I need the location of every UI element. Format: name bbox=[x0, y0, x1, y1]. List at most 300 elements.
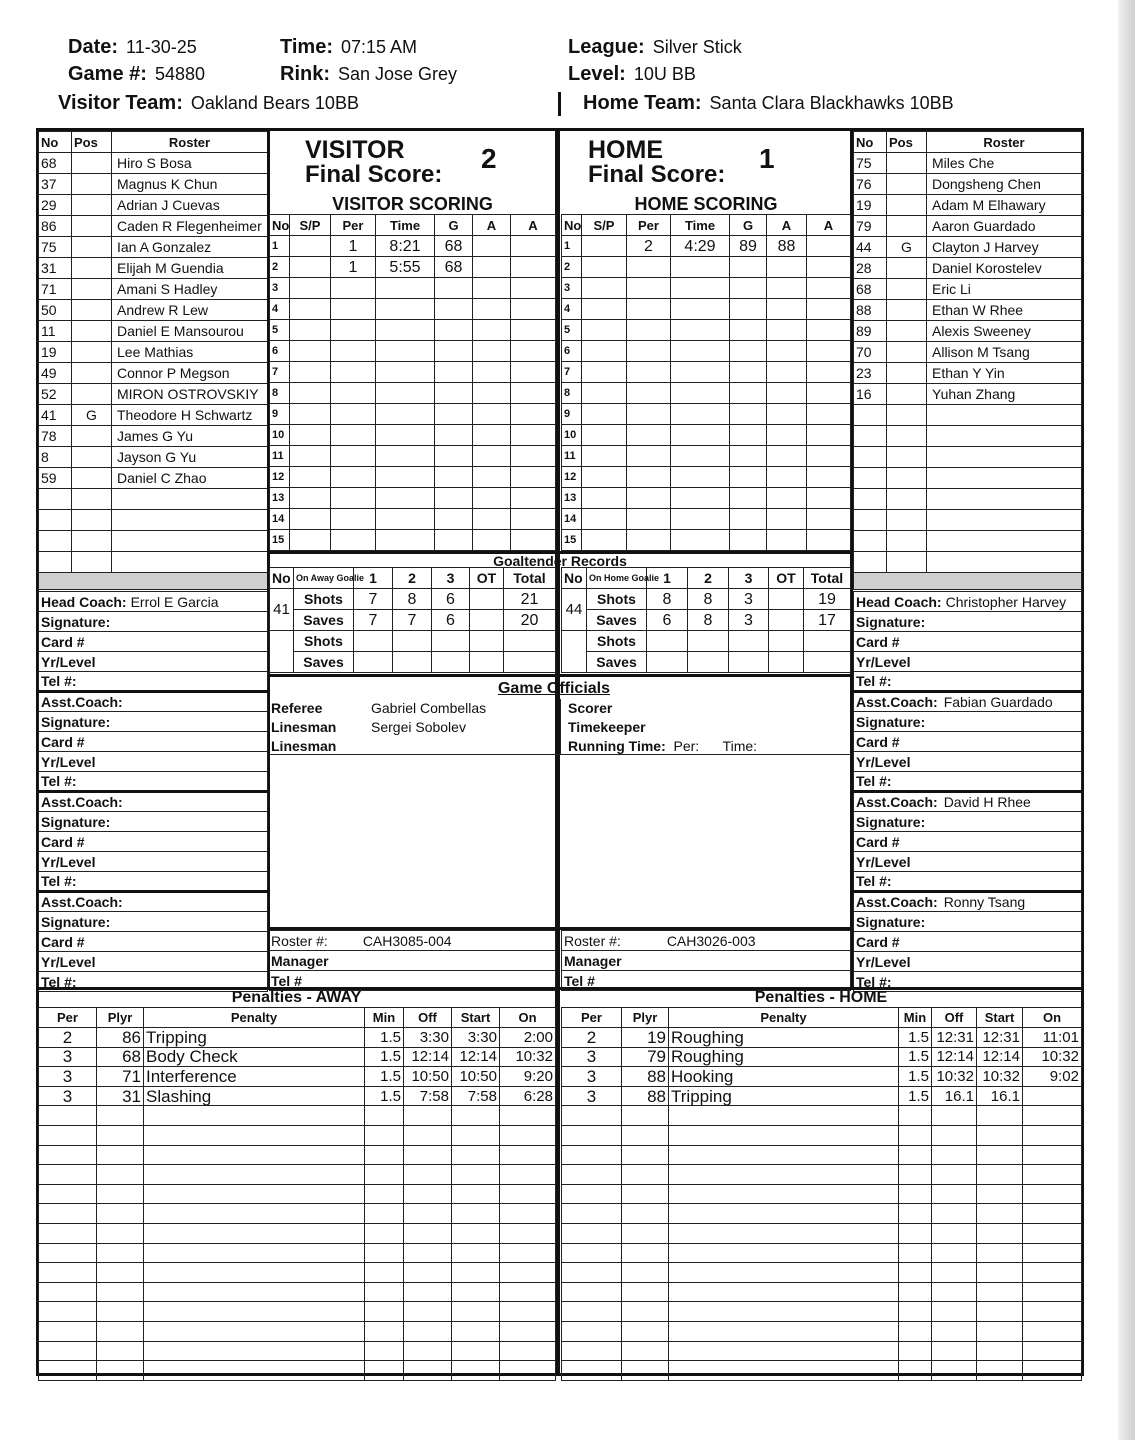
roster-row bbox=[854, 489, 1082, 510]
penalty-name bbox=[669, 1302, 899, 1322]
penalty-period bbox=[562, 1341, 622, 1361]
penalty-player bbox=[622, 1204, 669, 1224]
scoring-row bbox=[270, 383, 556, 404]
goal-index: 11 bbox=[270, 446, 290, 467]
visitor-scoring-title: VISITOR SCORING bbox=[332, 194, 493, 214]
penalty-period bbox=[562, 1321, 622, 1341]
penalty-player bbox=[622, 1125, 669, 1145]
goal-time bbox=[671, 257, 730, 278]
goal-index: 9 bbox=[562, 404, 582, 425]
officials-top-rule bbox=[270, 674, 851, 677]
player-position bbox=[887, 510, 927, 531]
coach-row: Signature: bbox=[854, 612, 1082, 632]
penalty-start: 12:14 bbox=[452, 1047, 500, 1067]
penalty-period: 3 bbox=[562, 1067, 622, 1087]
penalty-player bbox=[622, 1243, 669, 1263]
penalty-player bbox=[97, 1263, 144, 1283]
player-position bbox=[72, 195, 112, 216]
goal-index: 10 bbox=[562, 425, 582, 446]
goal-time bbox=[376, 299, 435, 320]
goal-a2 bbox=[807, 341, 851, 362]
penalty-name bbox=[669, 1341, 899, 1361]
player-name: Eric Li bbox=[927, 279, 1082, 300]
goal-per bbox=[627, 509, 671, 530]
penalty-minutes bbox=[899, 1243, 932, 1263]
penalty-on: 10:32 bbox=[1023, 1047, 1082, 1067]
goal-a1 bbox=[473, 404, 511, 425]
penalty-row bbox=[562, 1165, 1082, 1185]
penalty-off: 12:31 bbox=[932, 1028, 977, 1048]
coach-row: Card # bbox=[854, 732, 1082, 752]
goal-g bbox=[435, 404, 473, 425]
penalty-start bbox=[452, 1361, 500, 1381]
player-name: Connor P Megson bbox=[112, 363, 268, 384]
goal-index: 12 bbox=[562, 467, 582, 488]
penalty-off bbox=[404, 1165, 452, 1185]
roster-row bbox=[39, 405, 268, 426]
scoring-row bbox=[270, 425, 556, 446]
goal-sp bbox=[290, 509, 331, 530]
coach-row: Signature: bbox=[854, 812, 1082, 832]
penalty-start: 16.1 bbox=[977, 1086, 1023, 1106]
goal-a2 bbox=[511, 488, 556, 509]
home-roster-table: No Pos Roster 75 Miles Che 76 Dongsheng Chen 19 Adam M Elhawary 79 Aaron Guardado 44 G Clayton J Harvey 28 Daniel Korostelev 68 Eric Li 88 Ethan W Rhee 89 Alexis Sweeney 70 Allison M Tsang 23 Ethan Y Yin 16 Yuhan Zhang bbox=[853, 131, 1082, 573]
player-name: James G Yu bbox=[112, 426, 268, 447]
penalty-name bbox=[669, 1145, 899, 1165]
coach-row: Signature: bbox=[39, 712, 268, 732]
penalty-on bbox=[500, 1204, 556, 1224]
player-name: Elijah M Guendia bbox=[112, 258, 268, 279]
player-number: 78 bbox=[39, 426, 72, 447]
home-final-score: 1 bbox=[759, 143, 775, 174]
goal-sp bbox=[290, 467, 331, 488]
penalty-player bbox=[97, 1243, 144, 1263]
goal-g bbox=[730, 341, 767, 362]
goal-sp bbox=[290, 278, 331, 299]
penalty-minutes bbox=[365, 1321, 404, 1341]
goal-a1 bbox=[473, 425, 511, 446]
penalty-row bbox=[562, 1361, 1082, 1381]
penalty-minutes: 1.5 bbox=[899, 1028, 932, 1048]
penalty-name: Tripping bbox=[144, 1028, 365, 1048]
penalty-row bbox=[562, 1145, 1082, 1165]
player-position bbox=[72, 552, 112, 573]
coach-row: Card # bbox=[854, 632, 1082, 652]
coach-row: Tel #: bbox=[39, 772, 268, 792]
goal-sp bbox=[290, 446, 331, 467]
penalty-on: 9:20 bbox=[500, 1067, 556, 1087]
penalty-name bbox=[144, 1106, 365, 1126]
penalty-row bbox=[562, 1263, 1082, 1283]
goal-a2 bbox=[511, 509, 556, 530]
penalty-on bbox=[1023, 1223, 1082, 1243]
scoring-row bbox=[562, 257, 851, 278]
player-position: G bbox=[72, 405, 112, 426]
goal-sp bbox=[290, 236, 331, 257]
penalty-row bbox=[39, 1106, 556, 1126]
coach-row: Signature: bbox=[854, 912, 1082, 932]
goal-a1 bbox=[473, 383, 511, 404]
penalty-player bbox=[622, 1263, 669, 1283]
roster-row bbox=[854, 153, 1082, 174]
penalty-name bbox=[669, 1263, 899, 1283]
player-number: 49 bbox=[39, 363, 72, 384]
penalty-player bbox=[622, 1302, 669, 1322]
goal-a1 bbox=[473, 257, 511, 278]
coach-row: Tel #: bbox=[854, 772, 1082, 792]
penalty-player bbox=[622, 1361, 669, 1381]
penalty-name bbox=[669, 1125, 899, 1145]
goal-g bbox=[435, 530, 473, 551]
penalty-on bbox=[500, 1263, 556, 1283]
penalty-row bbox=[562, 1243, 1082, 1263]
player-number bbox=[39, 489, 72, 510]
goal-a1 bbox=[767, 299, 807, 320]
penalty-period bbox=[39, 1145, 97, 1165]
goal-sp bbox=[582, 278, 627, 299]
penalty-on: 10:32 bbox=[500, 1047, 556, 1067]
rink-field: Rink: San Jose Grey bbox=[280, 63, 458, 85]
penalty-period: 3 bbox=[39, 1047, 97, 1067]
goal-index: 3 bbox=[562, 278, 582, 299]
penalty-row bbox=[39, 1047, 556, 1067]
player-number: 23 bbox=[854, 363, 887, 384]
goal-index: 5 bbox=[270, 320, 290, 341]
player-name bbox=[927, 552, 1082, 573]
penalty-row bbox=[39, 1302, 556, 1322]
penalty-row bbox=[39, 1086, 556, 1106]
goal-index: 4 bbox=[562, 299, 582, 320]
goal-sp bbox=[582, 341, 627, 362]
goal-per bbox=[627, 467, 671, 488]
penalty-on bbox=[1023, 1341, 1082, 1361]
penalty-period bbox=[562, 1184, 622, 1204]
goal-per bbox=[331, 425, 376, 446]
penalty-name bbox=[669, 1223, 899, 1243]
goal-g bbox=[730, 530, 767, 551]
goal-per bbox=[627, 488, 671, 509]
goal-g bbox=[435, 362, 473, 383]
goal-a1 bbox=[473, 299, 511, 320]
goal-per bbox=[627, 383, 671, 404]
goal-per bbox=[331, 320, 376, 341]
page-edge bbox=[1118, 0, 1135, 1440]
penalty-on bbox=[1023, 1184, 1082, 1204]
goal-a2 bbox=[511, 257, 556, 278]
goal-index: 6 bbox=[562, 341, 582, 362]
penalty-player bbox=[622, 1223, 669, 1243]
penalty-player bbox=[622, 1341, 669, 1361]
penalty-off bbox=[932, 1145, 977, 1165]
goal-a2 bbox=[807, 467, 851, 488]
player-number bbox=[854, 468, 887, 489]
goal-per bbox=[331, 404, 376, 425]
penalty-row bbox=[562, 1028, 1082, 1048]
goal-index: 13 bbox=[562, 488, 582, 509]
goal-sp bbox=[582, 488, 627, 509]
goal-a2 bbox=[807, 236, 851, 257]
goal-g bbox=[730, 320, 767, 341]
player-name: Daniel C Zhao bbox=[112, 468, 268, 489]
goal-per bbox=[627, 425, 671, 446]
penalty-row bbox=[562, 1184, 1082, 1204]
scoring-row bbox=[562, 404, 851, 425]
goal-sp bbox=[290, 320, 331, 341]
player-number: 11 bbox=[39, 321, 72, 342]
penalty-name bbox=[669, 1361, 899, 1381]
roster-row bbox=[854, 510, 1082, 531]
goal-index: 2 bbox=[270, 257, 290, 278]
penalty-row bbox=[39, 1145, 556, 1165]
penalty-name bbox=[144, 1223, 365, 1243]
goal-a2 bbox=[511, 299, 556, 320]
goal-a2 bbox=[807, 509, 851, 530]
player-number: 75 bbox=[854, 153, 887, 174]
roster-row bbox=[854, 426, 1082, 447]
player-name: Dongsheng Chen bbox=[927, 174, 1082, 195]
penalty-start bbox=[977, 1125, 1023, 1145]
player-number: 59 bbox=[39, 468, 72, 489]
penalty-start bbox=[452, 1243, 500, 1263]
player-number: 70 bbox=[854, 342, 887, 363]
goal-a2 bbox=[511, 236, 556, 257]
roster-row bbox=[854, 363, 1082, 384]
goal-sp bbox=[582, 257, 627, 278]
roster-row bbox=[854, 405, 1082, 426]
penalty-minutes bbox=[899, 1106, 932, 1126]
roster-row bbox=[39, 300, 268, 321]
scoring-row bbox=[562, 383, 851, 404]
goal-time bbox=[671, 446, 730, 467]
penalty-row bbox=[39, 1243, 556, 1263]
coach-row: Signature: bbox=[39, 612, 268, 632]
penalty-player: 19 bbox=[622, 1028, 669, 1048]
scoring-row bbox=[270, 467, 556, 488]
player-position bbox=[887, 321, 927, 342]
penalty-off bbox=[932, 1263, 977, 1283]
player-number bbox=[854, 510, 887, 531]
player-number: 41 bbox=[39, 405, 72, 426]
scoring-row bbox=[270, 278, 556, 299]
roster-row bbox=[39, 216, 268, 237]
penalty-on: 9:02 bbox=[1023, 1067, 1082, 1087]
goal-a1 bbox=[767, 404, 807, 425]
goal-time bbox=[671, 509, 730, 530]
goal-per bbox=[331, 341, 376, 362]
head-coach-name: Errol E Garcia bbox=[130, 593, 219, 610]
penalty-start bbox=[977, 1223, 1023, 1243]
player-name: Ethan Y Yin bbox=[927, 363, 1082, 384]
penalty-off bbox=[404, 1145, 452, 1165]
penalty-off bbox=[404, 1223, 452, 1243]
goal-index: 2 bbox=[562, 257, 582, 278]
penalty-minutes bbox=[365, 1243, 404, 1263]
roster-row bbox=[854, 447, 1082, 468]
penalty-period: 3 bbox=[39, 1067, 97, 1087]
coach-row: Tel #: bbox=[854, 972, 1082, 992]
goal-index: 11 bbox=[562, 446, 582, 467]
player-name: Yuhan Zhang bbox=[927, 384, 1082, 405]
player-position bbox=[72, 174, 112, 195]
scoring-row bbox=[562, 446, 851, 467]
penalty-off bbox=[404, 1321, 452, 1341]
scoring-row bbox=[562, 278, 851, 299]
player-position bbox=[72, 237, 112, 258]
asst-coach-name: Fabian Guardado bbox=[943, 694, 1053, 710]
penalty-off bbox=[932, 1106, 977, 1126]
goal-per bbox=[331, 488, 376, 509]
home-final-score-label: Final Score: bbox=[588, 161, 726, 188]
home-roster-shade bbox=[853, 572, 1082, 590]
player-number: 50 bbox=[39, 300, 72, 321]
penalty-player bbox=[97, 1145, 144, 1165]
penalty-period bbox=[562, 1243, 622, 1263]
penalty-name: Interference bbox=[144, 1067, 365, 1087]
goal-per bbox=[331, 278, 376, 299]
player-position bbox=[72, 153, 112, 174]
goal-index: 1 bbox=[270, 236, 290, 257]
penalty-row bbox=[562, 1282, 1082, 1302]
coach-row: Yr/Level bbox=[39, 852, 268, 872]
goal-sp bbox=[582, 299, 627, 320]
goal-g bbox=[435, 383, 473, 404]
player-position bbox=[72, 279, 112, 300]
visitor-goalie-table: No On Away Goalie 1 2 3 OT Total 41 Shots 7 8 6 21 Saves 7 7 6 20 Shots Saves bbox=[269, 567, 556, 673]
penalty-off bbox=[932, 1204, 977, 1224]
player-name bbox=[927, 531, 1082, 552]
penalty-name bbox=[144, 1321, 365, 1341]
penalty-row bbox=[562, 1341, 1082, 1361]
penalty-period bbox=[562, 1165, 622, 1185]
penalty-off bbox=[404, 1204, 452, 1224]
coach-row: Card # bbox=[39, 832, 268, 852]
penalty-on bbox=[500, 1145, 556, 1165]
penalty-name: Body Check bbox=[144, 1047, 365, 1067]
penalty-minutes bbox=[365, 1125, 404, 1145]
roster-row bbox=[854, 258, 1082, 279]
goal-a1 bbox=[473, 509, 511, 530]
penalty-minutes bbox=[365, 1184, 404, 1204]
player-number bbox=[854, 531, 887, 552]
goal-time bbox=[376, 278, 435, 299]
penalty-minutes bbox=[365, 1302, 404, 1322]
player-position bbox=[72, 426, 112, 447]
roster-row bbox=[854, 300, 1082, 321]
goal-a2 bbox=[807, 383, 851, 404]
officials-left: Referee Gabriel Combellas Linesman Sergei Sobolev Linesman bbox=[271, 700, 487, 754]
player-number bbox=[854, 405, 887, 426]
penalty-start: 12:31 bbox=[977, 1028, 1023, 1048]
goal-index: 14 bbox=[270, 509, 290, 530]
goal-time bbox=[376, 404, 435, 425]
penalty-player bbox=[97, 1302, 144, 1322]
penalty-name: Roughing bbox=[669, 1028, 899, 1048]
penalty-name bbox=[669, 1106, 899, 1126]
penalty-on: 2:00 bbox=[500, 1028, 556, 1048]
visitor-roster-shade bbox=[38, 572, 268, 590]
penalty-name: Hooking bbox=[669, 1067, 899, 1087]
penalty-player: 86 bbox=[97, 1028, 144, 1048]
penalty-minutes: 1.5 bbox=[365, 1047, 404, 1067]
visitor-roster-number: CAH3085-004 bbox=[362, 932, 452, 949]
goal-sp bbox=[582, 509, 627, 530]
goal-g: 68 bbox=[435, 257, 473, 278]
home-scoring-table: No S/P Per Time G A A 1 2 4:29 89 88 2 3 4 5 6 7 8 9 10 11 12 13 14 15 bbox=[561, 214, 851, 551]
player-name: Clayton J Harvey bbox=[927, 237, 1082, 258]
player-position bbox=[72, 489, 112, 510]
player-name bbox=[927, 510, 1082, 531]
goal-a2 bbox=[511, 467, 556, 488]
penalty-on bbox=[1023, 1361, 1082, 1381]
penalty-off bbox=[932, 1361, 977, 1381]
goal-g bbox=[730, 299, 767, 320]
goal-time bbox=[671, 341, 730, 362]
goal-a2 bbox=[511, 425, 556, 446]
penalty-on bbox=[500, 1106, 556, 1126]
penalty-row bbox=[39, 1028, 556, 1048]
penalty-player bbox=[97, 1341, 144, 1361]
penalty-on bbox=[1023, 1125, 1082, 1145]
roster-row bbox=[39, 258, 268, 279]
goal-index: 7 bbox=[562, 362, 582, 383]
goal-g bbox=[730, 278, 767, 299]
goal-per bbox=[331, 299, 376, 320]
penalty-off: 10:32 bbox=[932, 1067, 977, 1087]
goal-time bbox=[671, 530, 730, 551]
time-field: Time: 07:15 AM bbox=[280, 36, 418, 58]
coach-row: Yr/Level bbox=[854, 652, 1082, 672]
penalty-off: 7:58 bbox=[404, 1086, 452, 1106]
asst-coach-label: Asst.Coach: bbox=[856, 894, 938, 910]
goal-per bbox=[331, 530, 376, 551]
player-name bbox=[927, 489, 1082, 510]
penalty-off: 12:14 bbox=[404, 1047, 452, 1067]
goal-per bbox=[331, 383, 376, 404]
goal-sp bbox=[582, 530, 627, 551]
goal-a1 bbox=[473, 488, 511, 509]
goal-g bbox=[730, 425, 767, 446]
goal-a2 bbox=[807, 530, 851, 551]
goal-g bbox=[435, 509, 473, 530]
goal-time bbox=[671, 278, 730, 299]
goal-time: 5:55 bbox=[376, 257, 435, 278]
goal-a1 bbox=[767, 362, 807, 383]
penalty-name bbox=[144, 1361, 365, 1381]
visitor-title: VISITOR bbox=[305, 136, 405, 164]
penalty-minutes bbox=[365, 1223, 404, 1243]
player-number bbox=[854, 489, 887, 510]
penalty-period bbox=[39, 1302, 97, 1322]
goal-per: 1 bbox=[331, 257, 376, 278]
officials-bottom-rule bbox=[270, 754, 851, 755]
penalty-period bbox=[39, 1361, 97, 1381]
coach-row bbox=[854, 892, 1082, 912]
roster-row bbox=[854, 531, 1082, 552]
penalty-minutes bbox=[899, 1282, 932, 1302]
scoring-row bbox=[562, 509, 851, 530]
penalty-period bbox=[562, 1145, 622, 1165]
goal-g bbox=[730, 488, 767, 509]
goal-a2 bbox=[807, 320, 851, 341]
penalties-away-table: Per Plyr Penalty Min Off Start On 2 86 Tripping 1.5 3:30 3:30 2:00 3 68 Body Check 1.5 12:14 12:14 10:32 3 71 Interference 1.5 10:50 10:50 9:20 3 31 Slashing 1.5 7:58 7:58 6:28 bbox=[38, 1007, 556, 1381]
penalty-start bbox=[452, 1282, 500, 1302]
penalty-on bbox=[1023, 1086, 1082, 1106]
goal-per bbox=[331, 362, 376, 383]
roster-row bbox=[39, 468, 268, 489]
player-position bbox=[72, 258, 112, 279]
player-name: Adrian J Cuevas bbox=[112, 195, 268, 216]
home-coach-table bbox=[853, 591, 1082, 992]
